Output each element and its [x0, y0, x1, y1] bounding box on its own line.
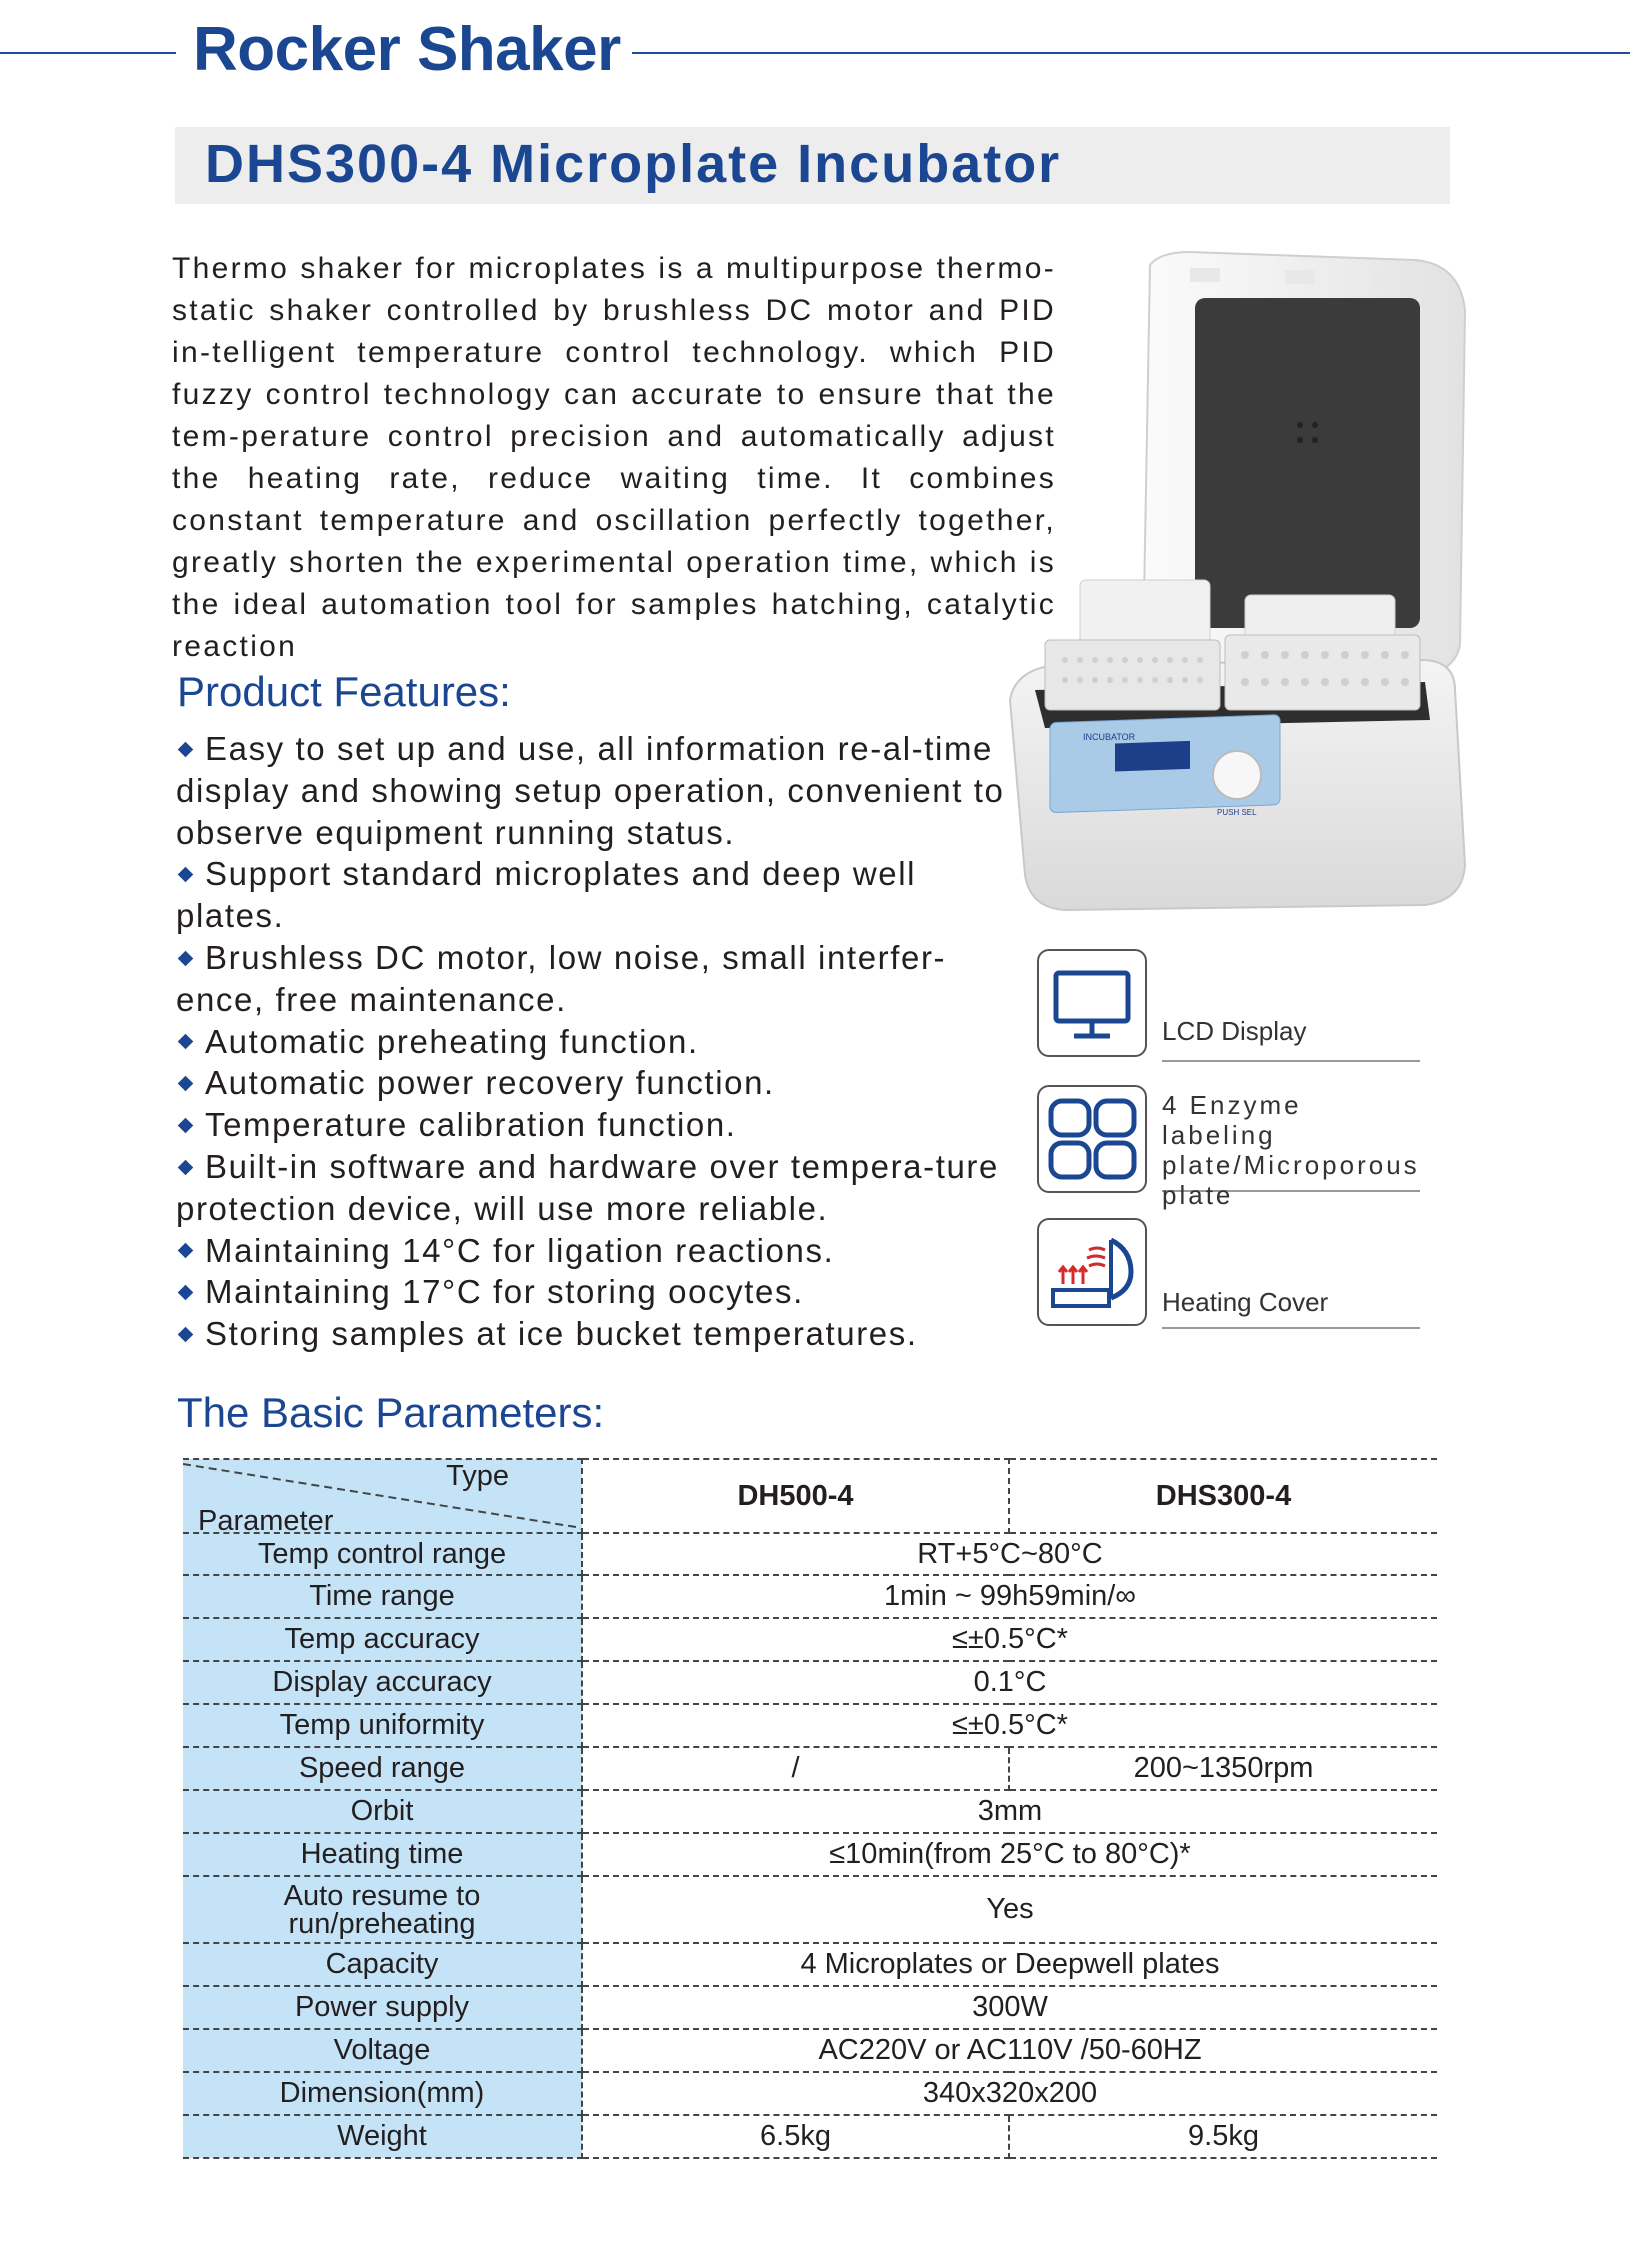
list-item: Easy to set up and use, all information re-al-time display and showing setup operation, convenient to observe equipment running status. — [176, 730, 1005, 851]
param-name: Voltage — [183, 2029, 582, 2072]
list-item: Support standard microplates and deep well plates. — [176, 855, 917, 935]
param-name: Power supply — [183, 1986, 582, 2029]
param-value: AC220V or AC110V /50-60HZ — [582, 2029, 1437, 2072]
param-name: Temp accuracy — [183, 1618, 582, 1661]
icon-label-heating: Heating Cover — [1162, 1287, 1420, 1329]
header-rule-right — [632, 52, 1630, 54]
diamond-bullet-icon — [178, 1159, 194, 1175]
intro-paragraph: Thermo shaker for microplates is a multipurpose thermo-static shaker controlled by brushless DC motor and PID in-telligent temperature control technology. which PID fuzzy control technology can accurate to ensure that the tem-perature control precision and automatically adjust the heating rate, reduce waiting time. It combines constant temperature and oscillation perfectly together, greatly shorten the experimental operation time, which is the ideal automation tool for samples hatching, catalytic reaction — [172, 252, 1056, 663]
param-value: RT+5°C~80°C — [582, 1533, 1437, 1575]
diamond-bullet-icon — [178, 742, 194, 758]
param-value: 9.5kg — [1009, 2115, 1437, 2158]
icon-label-lcd: LCD Display — [1162, 1016, 1420, 1062]
diamond-bullet-icon — [178, 1076, 194, 1092]
knob-label: PUSH SEL — [1217, 808, 1257, 817]
diamond-bullet-icon — [178, 950, 194, 966]
heating-cover-icon — [1037, 1218, 1147, 1326]
list-item: Storing samples at ice bucket temperatures. — [176, 1313, 1006, 1355]
param-value: 340x320x200 — [582, 2072, 1437, 2115]
model-header: DHS300-4 — [1009, 1459, 1437, 1533]
param-value: 0.1°C — [582, 1661, 1437, 1704]
icon-label-plates: 4 Enzyme labeling plate/Microporous plate — [1162, 1090, 1420, 1210]
table-row — [183, 1575, 1437, 1618]
param-name: Display accuracy — [183, 1661, 582, 1704]
param-name: Heating time — [183, 1833, 582, 1876]
parameters-table — [183, 1458, 1437, 2159]
param-value: 6.5kg — [582, 2115, 1009, 2158]
param-name: Dimension(mm) — [183, 2072, 582, 2115]
parameter-label: Parameter — [198, 1505, 334, 1532]
table-row — [183, 1943, 1437, 1986]
param-name: Capacity — [183, 1943, 582, 1986]
param-name: Temp uniformity — [183, 1704, 582, 1747]
table-row — [183, 1747, 1437, 1790]
diamond-bullet-icon — [178, 867, 194, 883]
table-row — [183, 1833, 1437, 1876]
list-item: Maintaining 14°C for ligation reactions. — [176, 1230, 1006, 1272]
table-row — [183, 1618, 1437, 1661]
param-value: ≤±0.5°C* — [582, 1618, 1437, 1661]
table-row — [183, 1533, 1437, 1575]
param-value: 1min ~ 99h59min/∞ — [582, 1575, 1437, 1618]
table-row — [183, 2029, 1437, 2072]
type-parameter-cell — [183, 1459, 582, 1533]
table-row — [183, 2115, 1437, 2158]
monitor-icon — [1037, 949, 1147, 1057]
list-item: Automatic preheating function. — [176, 1021, 1006, 1063]
panel-label: INCUBATOR — [1083, 732, 1136, 742]
param-value: 200~1350rpm — [1009, 1747, 1437, 1790]
param-value: 4 Microplates or Deepwell plates — [582, 1943, 1437, 1986]
diamond-bullet-icon — [178, 1285, 194, 1301]
param-name: Time range — [183, 1575, 582, 1618]
param-value: ≤±0.5°C* — [582, 1704, 1437, 1747]
param-name: Speed range — [183, 1747, 582, 1790]
param-value: 300W — [582, 1986, 1437, 2029]
param-name: Temp control range — [183, 1533, 582, 1575]
header-rule-left — [0, 52, 176, 54]
incubator-photo — [985, 250, 1545, 930]
diamond-bullet-icon — [178, 1118, 194, 1134]
page-title: Rocker Shaker — [193, 15, 621, 84]
diamond-bullet-icon — [178, 1034, 194, 1050]
diamond-bullet-icon — [178, 1243, 194, 1259]
model-header: DH500-4 — [582, 1459, 1009, 1533]
four-plates-icon — [1037, 1085, 1147, 1193]
param-value: / — [582, 1747, 1009, 1790]
param-value: 3mm — [582, 1790, 1437, 1833]
table-row — [183, 2072, 1437, 2115]
list-item: Brushless DC motor, low noise, small interfer-ence, free maintenance. — [176, 938, 947, 1018]
param-name: Weight — [183, 2115, 582, 2158]
param-value: ≤10min(from 25°C to 80°C)* — [582, 1833, 1437, 1876]
table-header-row — [183, 1459, 1437, 1533]
list-item: Temperature calibration function. — [176, 1104, 1006, 1146]
param-name: Auto resume to run/preheating — [183, 1876, 582, 1943]
table-row — [183, 1986, 1437, 2029]
table-row — [183, 1790, 1437, 1833]
features-heading: Product Features: — [177, 668, 511, 715]
list-item: Automatic power recovery function. — [176, 1062, 1006, 1104]
features-list — [176, 728, 1006, 1355]
parameters-heading: The Basic Parameters: — [177, 1389, 605, 1436]
param-value: Yes — [582, 1876, 1437, 1943]
type-label: Type — [446, 1460, 509, 1492]
list-item: Built-in software and hardware over tempera-ture protection device, will use more reliable. — [176, 1147, 999, 1227]
diamond-bullet-icon — [178, 1327, 194, 1343]
list-item: Maintaining 17°C for storing oocytes. — [176, 1271, 1006, 1313]
table-row — [183, 1704, 1437, 1747]
table-row — [183, 1661, 1437, 1704]
table-row — [183, 1876, 1437, 1943]
param-name: Orbit — [183, 1790, 582, 1833]
product-subtitle: DHS300-4 Microplate Incubator — [205, 134, 1062, 194]
